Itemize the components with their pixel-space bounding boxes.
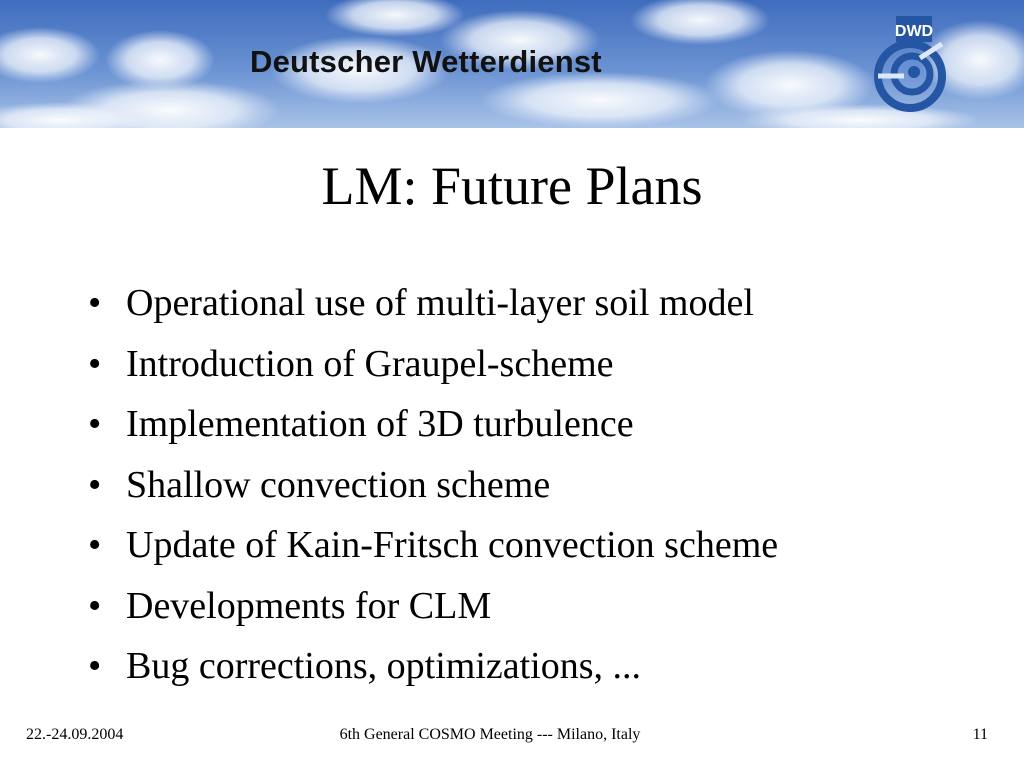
bullet-text: Update of Kain-Fritsch convection scheme [126, 524, 779, 566]
bullet-icon: • [88, 403, 102, 445]
bullet-icon: • [88, 524, 102, 566]
bullet-icon: • [88, 282, 102, 324]
footer-date: 22.-24.09.2004 [26, 726, 124, 743]
header-banner [0, 0, 1024, 128]
bullet-icon: • [88, 645, 102, 687]
page-number: 11 [972, 726, 988, 743]
bullet-item [88, 576, 778, 637]
bullet-text: Operational use of multi-layer soil model [126, 282, 754, 324]
bullet-item [88, 515, 778, 576]
footer-meeting: 6th General COSMO Meeting --- Milano, Italy [339, 726, 641, 743]
bullet-icon: • [88, 342, 102, 385]
bullet-icon: • [88, 463, 102, 506]
bullet-item [88, 394, 778, 455]
bullet-text: Shallow convection scheme [126, 463, 551, 506]
bullet-text: Developments for CLM [126, 584, 492, 627]
bullet-text: Implementation of 3D turbulence [126, 403, 634, 445]
slide-title: LM: Future Plans [321, 156, 703, 216]
bullet-item [88, 455, 778, 516]
organization-name: Deutscher Wetterdienst [250, 44, 602, 79]
bullet-text: Introduction of Graupel-scheme [126, 342, 614, 385]
bullet-icon: • [88, 584, 102, 627]
bullet-item [88, 636, 778, 697]
bullet-text: Bug corrections, optimizations, ... [126, 645, 642, 687]
dwd-logo [874, 14, 946, 114]
bullet-item [88, 334, 778, 395]
dwd-logo-icon [874, 14, 946, 114]
dwd-logo-text: DWD [894, 23, 934, 40]
bullet-list [88, 273, 778, 697]
bullet-item [88, 273, 778, 334]
